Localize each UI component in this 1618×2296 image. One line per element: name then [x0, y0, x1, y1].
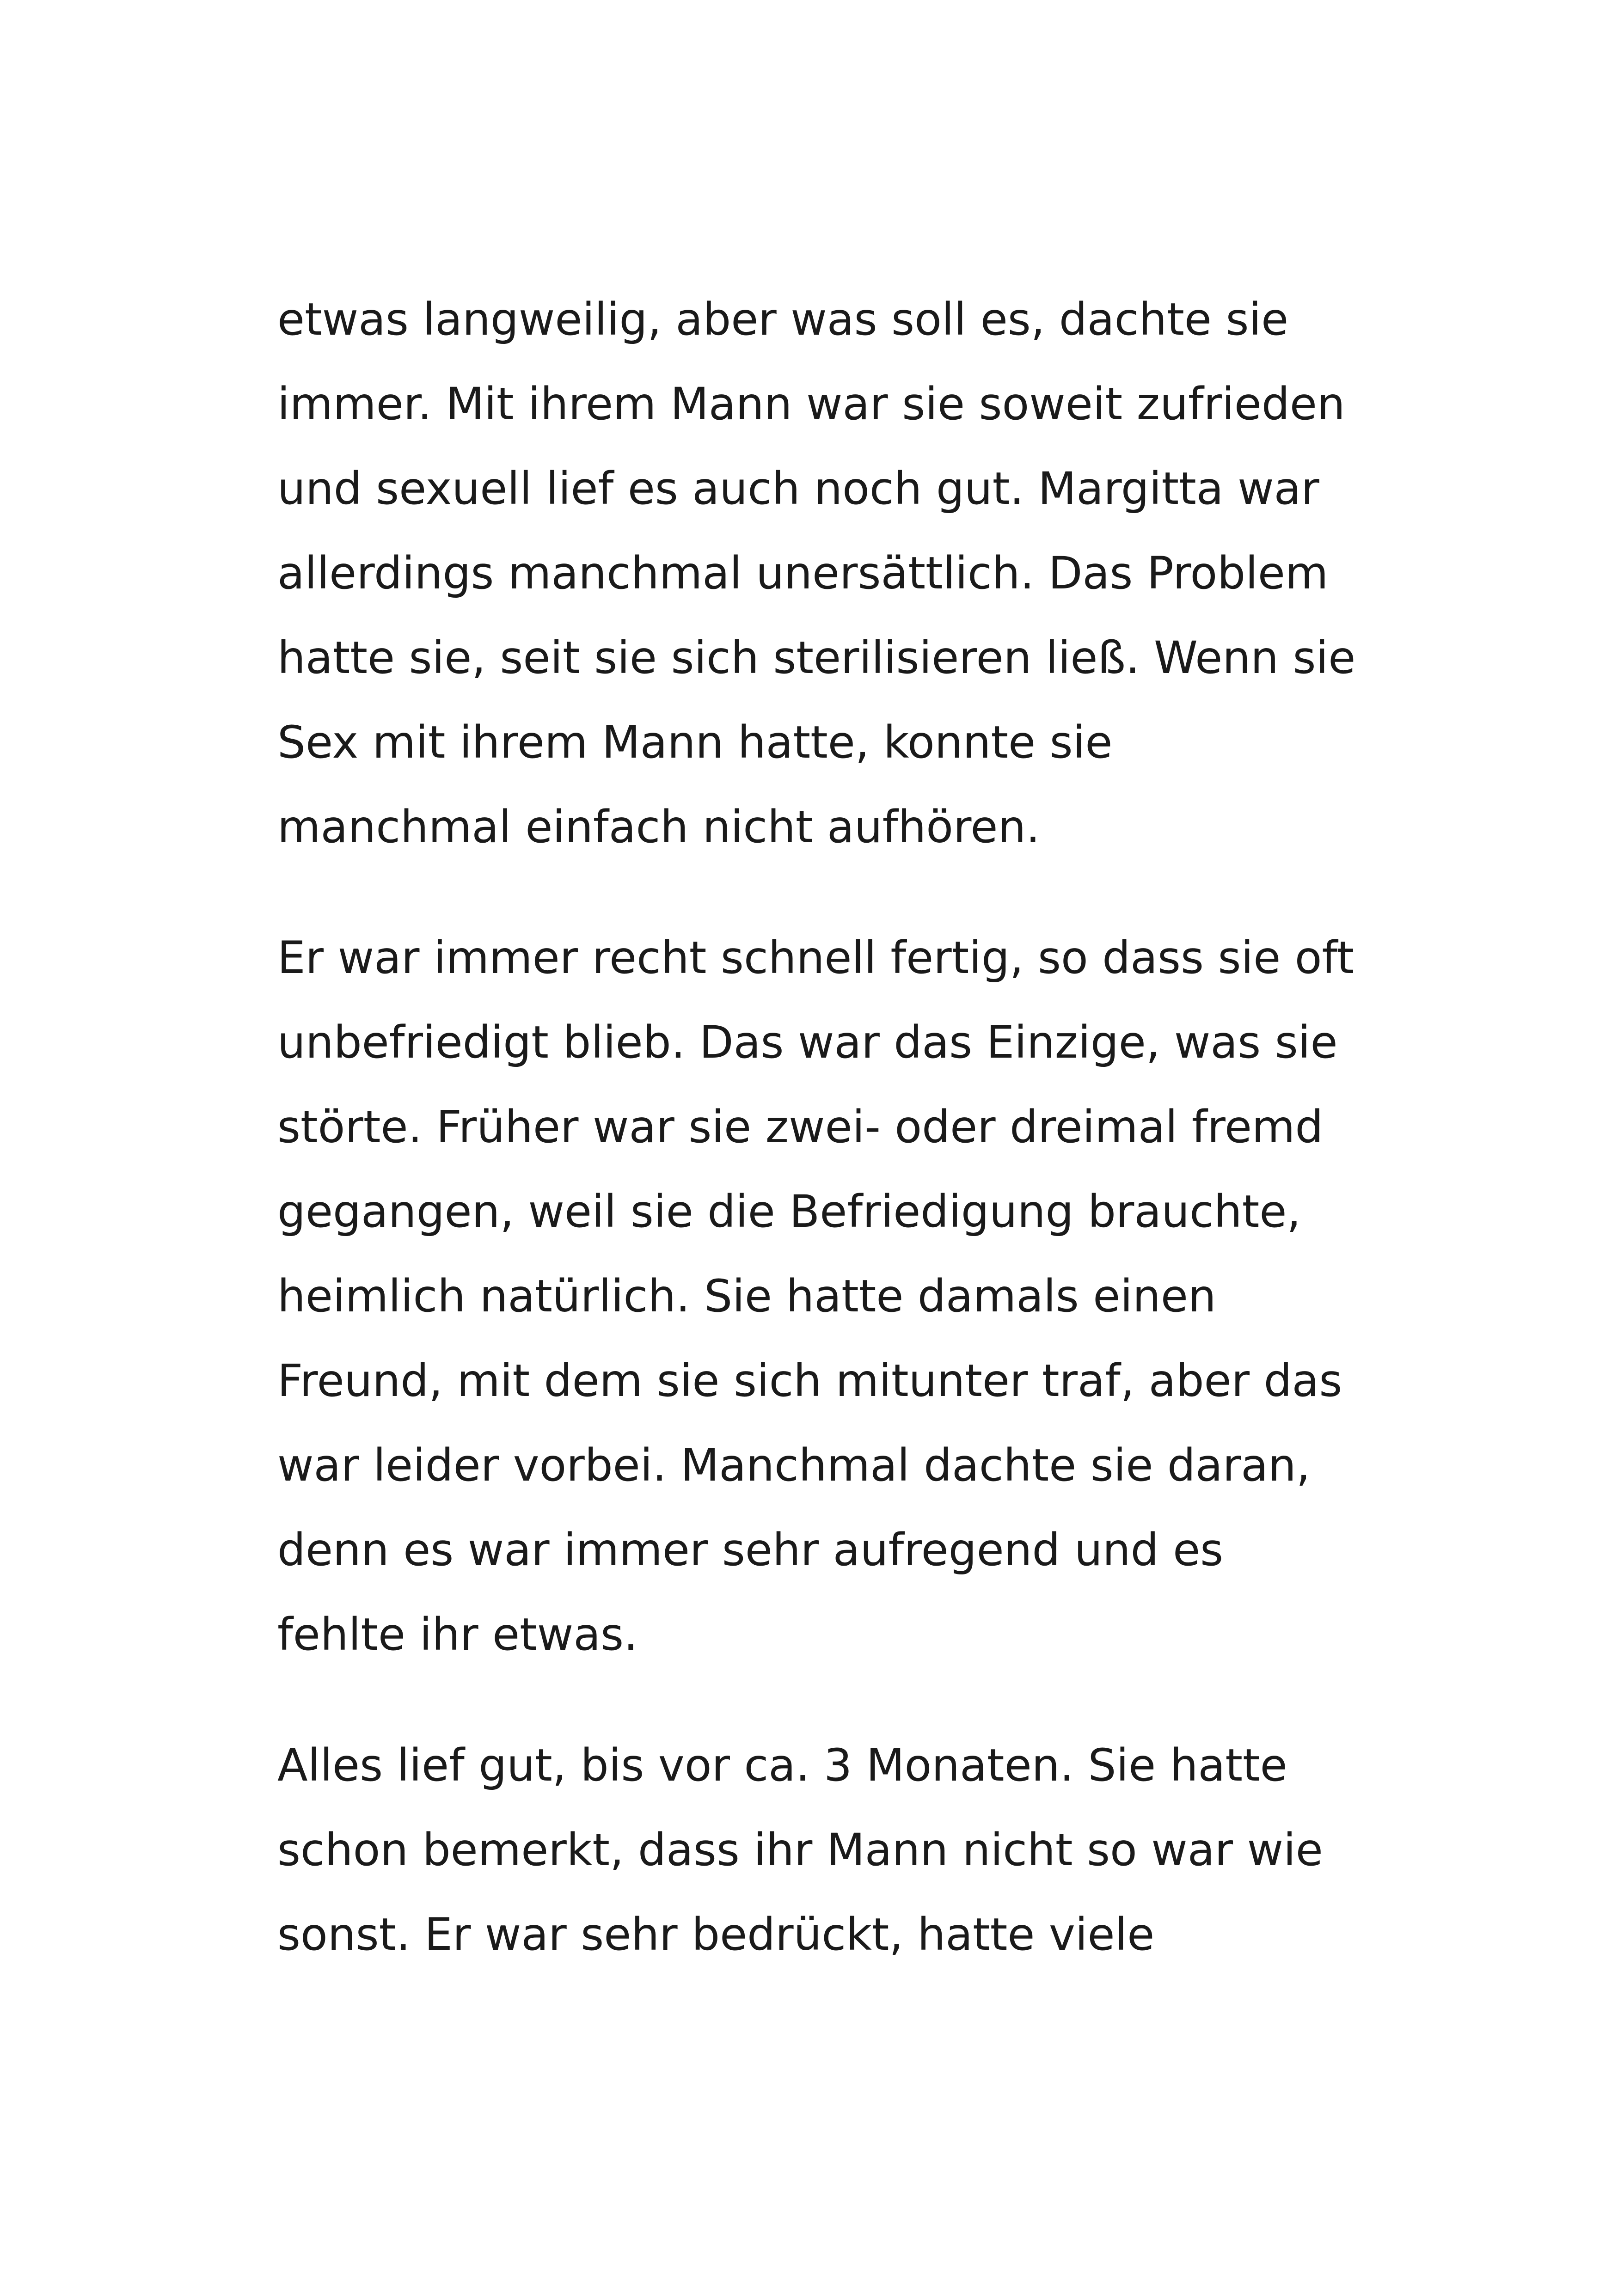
paragraph-1 [277, 277, 1387, 869]
text-line: unbefriedigt blieb. Das war das Einzige, was sie [277, 1016, 1338, 1068]
text-line: hatte sie, seit sie sich sterilisieren ließ. Wenn sie [277, 632, 1356, 684]
text-line: Freund, mit dem sie sich mitunter traf, aber das [277, 1355, 1342, 1407]
text-line: immer. Mit ihrem Mann war sie soweit zufrieden [277, 378, 1345, 430]
text-line: allerdings manchmal unersättlich. Das Problem [277, 547, 1329, 599]
paragraph-3 [277, 1723, 1387, 1977]
text-line: fehlte ihr etwas. [277, 1609, 638, 1660]
text-line: heimlich natürlich. Sie hatte damals einen [277, 1270, 1216, 1322]
text-line: Sex mit ihrem Mann hatte, konnte sie [277, 716, 1113, 768]
text-line: war leider vorbei. Manchmal dachte sie daran, [277, 1439, 1311, 1491]
text-line: gegangen, weil sie die Befriedigung brauchte, [277, 1186, 1301, 1237]
body-text [277, 277, 1387, 1977]
text-line: schon bemerkt, dass ihr Mann nicht so war wie [277, 1824, 1323, 1876]
paragraph-spacer [277, 1677, 1387, 1723]
text-line: störte. Früher war sie zwei- oder dreimal fremd [277, 1101, 1324, 1153]
text-line: sonst. Er war sehr bedrückt, hatte viele [277, 1909, 1155, 1960]
text-line: Er war immer recht schnell fertig, so dass sie oft [277, 932, 1354, 984]
text-line: Alles lief gut, bis vor ca. 3 Monaten. Sie hatte [277, 1739, 1287, 1791]
paragraph-spacer [277, 869, 1387, 916]
paragraph-2 [277, 916, 1387, 1677]
text-line: manchmal einfach nicht aufhören. [277, 801, 1040, 853]
text-line: denn es war immer sehr aufregend und es [277, 1524, 1224, 1576]
text-line: etwas langweilig, aber was soll es, dachte sie [277, 294, 1289, 345]
text-line: und sexuell lief es auch noch gut. Margitta war [277, 463, 1319, 514]
